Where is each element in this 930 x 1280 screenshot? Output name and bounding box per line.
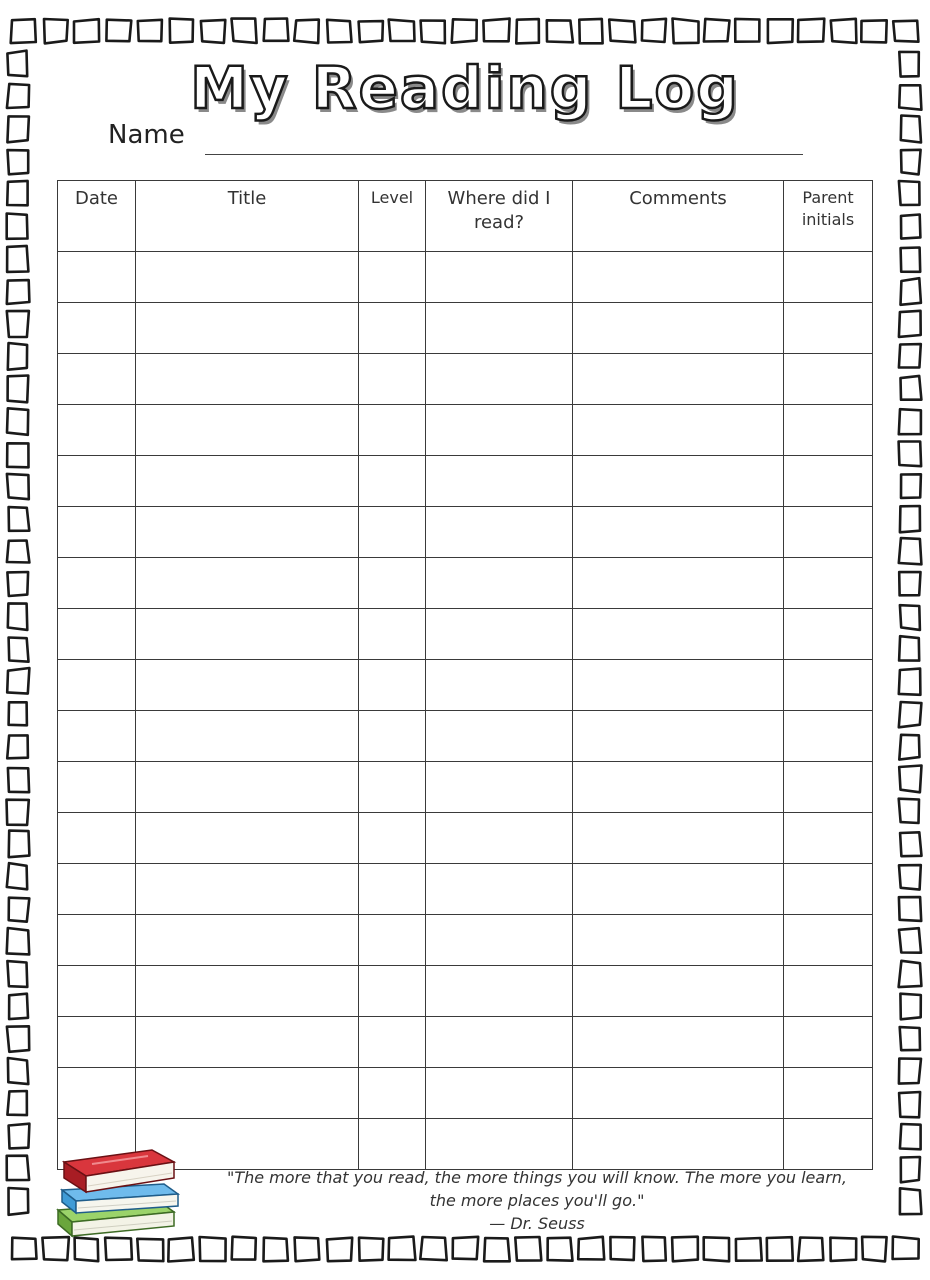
border-box bbox=[9, 702, 27, 725]
where-read-cell[interactable] bbox=[426, 966, 573, 1017]
border-box bbox=[901, 150, 921, 175]
level-cell[interactable] bbox=[359, 1119, 426, 1170]
table-row bbox=[58, 405, 873, 456]
border-box bbox=[7, 474, 29, 499]
title-cell[interactable] bbox=[136, 354, 359, 405]
date-cell[interactable] bbox=[58, 762, 136, 813]
title-cell[interactable] bbox=[136, 864, 359, 915]
border-box bbox=[830, 1238, 856, 1261]
comments-cell[interactable] bbox=[573, 1017, 784, 1068]
title-cell[interactable] bbox=[136, 1017, 359, 1068]
border-box bbox=[899, 865, 921, 890]
border-box bbox=[893, 1237, 919, 1260]
where-read-cell[interactable] bbox=[426, 303, 573, 354]
border-box bbox=[767, 1237, 793, 1261]
parent-initials-cell[interactable] bbox=[784, 303, 873, 354]
level-cell[interactable] bbox=[359, 558, 426, 609]
table-row bbox=[58, 762, 873, 813]
border-box bbox=[7, 311, 29, 337]
title-cell[interactable] bbox=[136, 456, 359, 507]
border-box bbox=[264, 1238, 288, 1262]
title-cell[interactable] bbox=[136, 507, 359, 558]
level-cell[interactable] bbox=[359, 405, 426, 456]
border-box bbox=[74, 19, 99, 43]
parent-initials-cell[interactable] bbox=[784, 1068, 873, 1119]
parent-initials-cell[interactable] bbox=[784, 864, 873, 915]
border-box bbox=[8, 343, 27, 370]
comments-cell[interactable] bbox=[573, 660, 784, 711]
border-box bbox=[389, 20, 415, 41]
border-box bbox=[200, 1237, 226, 1261]
border-box bbox=[673, 19, 699, 44]
level-cell[interactable] bbox=[359, 864, 426, 915]
title-cell[interactable] bbox=[136, 660, 359, 711]
border-box bbox=[901, 215, 920, 239]
border-box bbox=[579, 19, 602, 43]
border-box bbox=[8, 768, 29, 792]
border-box bbox=[900, 994, 920, 1020]
border-box bbox=[8, 603, 28, 630]
border-box bbox=[264, 19, 289, 41]
where-read-cell[interactable] bbox=[426, 609, 573, 660]
border-box bbox=[899, 928, 921, 953]
where-read-cell[interactable] bbox=[426, 252, 573, 303]
level-cell[interactable] bbox=[359, 762, 426, 813]
title-cell[interactable] bbox=[136, 303, 359, 354]
parent-initials-cell[interactable] bbox=[784, 405, 873, 456]
where-read-cell[interactable] bbox=[426, 558, 573, 609]
title-cell[interactable] bbox=[136, 915, 359, 966]
date-cell[interactable] bbox=[58, 864, 136, 915]
parent-initials-cell[interactable] bbox=[784, 660, 873, 711]
border-box bbox=[642, 1237, 665, 1261]
border-box bbox=[900, 605, 920, 630]
where-read-cell[interactable] bbox=[426, 354, 573, 405]
border-box bbox=[295, 1237, 320, 1261]
border-box bbox=[7, 214, 28, 239]
level-cell[interactable] bbox=[359, 660, 426, 711]
date-cell[interactable] bbox=[58, 405, 136, 456]
border-box bbox=[7, 408, 28, 435]
border-box bbox=[899, 409, 921, 434]
border-box bbox=[9, 507, 30, 531]
date-cell[interactable] bbox=[58, 609, 136, 660]
level-cell[interactable] bbox=[359, 1068, 426, 1119]
title-cell[interactable] bbox=[136, 609, 359, 660]
border-box bbox=[359, 1238, 383, 1261]
table-row bbox=[58, 252, 873, 303]
border-box bbox=[9, 831, 30, 858]
border-box bbox=[831, 19, 857, 43]
where-read-cell[interactable] bbox=[426, 762, 573, 813]
border-box bbox=[901, 376, 922, 400]
level-cell[interactable] bbox=[359, 303, 426, 354]
border-box bbox=[9, 638, 29, 662]
level-cell[interactable] bbox=[359, 456, 426, 507]
border-box bbox=[420, 1237, 446, 1260]
parent-initials-cell[interactable] bbox=[784, 966, 873, 1017]
dr-seuss-quote bbox=[192, 1166, 882, 1235]
border-box bbox=[232, 1237, 256, 1260]
border-box bbox=[798, 1238, 823, 1261]
parent-initials-cell[interactable] bbox=[784, 762, 873, 813]
title-cell[interactable] bbox=[136, 1068, 359, 1119]
where-read-cell[interactable] bbox=[426, 1068, 573, 1119]
name-field[interactable] bbox=[205, 154, 803, 155]
border-box bbox=[516, 19, 539, 43]
border-box bbox=[106, 20, 131, 42]
border-box bbox=[7, 541, 30, 563]
comments-cell[interactable] bbox=[573, 1119, 784, 1170]
date-cell[interactable] bbox=[58, 354, 136, 405]
border-box bbox=[900, 1188, 922, 1214]
where-read-cell[interactable] bbox=[426, 1017, 573, 1068]
border-box bbox=[768, 19, 793, 43]
header-comments: Comments bbox=[573, 181, 784, 252]
where-read-cell[interactable] bbox=[426, 711, 573, 762]
level-cell[interactable] bbox=[359, 813, 426, 864]
parent-initials-cell[interactable] bbox=[784, 354, 873, 405]
where-read-cell[interactable] bbox=[426, 1119, 573, 1170]
border-box bbox=[8, 150, 29, 174]
border-box bbox=[7, 800, 29, 825]
comments-cell[interactable] bbox=[573, 915, 784, 966]
level-cell[interactable] bbox=[359, 1017, 426, 1068]
parent-initials-cell[interactable] bbox=[784, 813, 873, 864]
header-where-did-i-read: Where did I read? bbox=[426, 181, 573, 252]
border-box bbox=[547, 20, 573, 42]
comments-cell[interactable] bbox=[573, 813, 784, 864]
parent-initials-cell[interactable] bbox=[784, 1119, 873, 1170]
border-box bbox=[610, 1237, 634, 1260]
name-label: Name bbox=[108, 120, 185, 150]
border-box bbox=[862, 1237, 887, 1262]
border-box bbox=[44, 19, 68, 43]
border-box bbox=[7, 280, 30, 304]
border-box bbox=[736, 1238, 762, 1261]
border-box bbox=[7, 961, 27, 987]
level-cell[interactable] bbox=[359, 915, 426, 966]
level-cell[interactable] bbox=[359, 252, 426, 303]
date-cell[interactable] bbox=[58, 1017, 136, 1068]
comments-cell[interactable] bbox=[573, 864, 784, 915]
border-box bbox=[7, 181, 27, 205]
border-box bbox=[327, 1238, 352, 1262]
where-read-cell[interactable] bbox=[426, 405, 573, 456]
where-read-cell[interactable] bbox=[426, 507, 573, 558]
header-title: Title bbox=[136, 181, 359, 252]
comments-cell[interactable] bbox=[573, 558, 784, 609]
table-row bbox=[58, 966, 873, 1017]
date-cell[interactable] bbox=[58, 1068, 136, 1119]
border-box bbox=[7, 735, 28, 758]
border-box bbox=[672, 1237, 698, 1262]
border-box bbox=[12, 1238, 37, 1260]
border-box bbox=[899, 1092, 920, 1117]
border-box bbox=[861, 20, 886, 42]
border-box bbox=[9, 1124, 30, 1149]
comments-cell[interactable] bbox=[573, 456, 784, 507]
border-box bbox=[7, 863, 27, 889]
border-box bbox=[8, 376, 29, 403]
border-box bbox=[704, 1237, 729, 1261]
border-box bbox=[7, 1156, 29, 1180]
border-box bbox=[609, 20, 635, 43]
title-cell[interactable] bbox=[136, 558, 359, 609]
border-box bbox=[201, 20, 225, 43]
table-row bbox=[58, 1017, 873, 1068]
level-cell[interactable] bbox=[359, 609, 426, 660]
where-read-cell[interactable] bbox=[426, 660, 573, 711]
border-box bbox=[899, 735, 919, 760]
border-box bbox=[899, 636, 919, 660]
where-read-cell[interactable] bbox=[426, 456, 573, 507]
table-row bbox=[58, 711, 873, 762]
border-box bbox=[515, 1237, 541, 1261]
border-box bbox=[9, 1188, 29, 1215]
parent-initials-cell[interactable] bbox=[784, 1017, 873, 1068]
border-box bbox=[900, 506, 920, 532]
border-box bbox=[899, 538, 922, 564]
where-read-cell[interactable] bbox=[426, 864, 573, 915]
level-cell[interactable] bbox=[359, 507, 426, 558]
parent-initials-cell[interactable] bbox=[784, 915, 873, 966]
date-cell[interactable] bbox=[58, 252, 136, 303]
header-date: Date bbox=[58, 181, 136, 252]
table-header-row bbox=[58, 181, 873, 252]
border-box bbox=[7, 668, 29, 694]
header-parent-initials: Parent initials bbox=[784, 181, 873, 252]
title-cell[interactable] bbox=[136, 405, 359, 456]
comments-cell[interactable] bbox=[573, 762, 784, 813]
date-cell[interactable] bbox=[58, 456, 136, 507]
reading-log-table bbox=[57, 180, 873, 1170]
comments-cell[interactable] bbox=[573, 252, 784, 303]
border-box bbox=[138, 20, 162, 41]
comments-cell[interactable] bbox=[573, 354, 784, 405]
quote-line-2: the more places you'll go." bbox=[429, 1191, 645, 1210]
quote-line-1: "The more that you read, the more things you will know. The more you learn, bbox=[226, 1168, 848, 1187]
level-cell[interactable] bbox=[359, 354, 426, 405]
title-cell[interactable] bbox=[136, 813, 359, 864]
border-box bbox=[900, 1124, 921, 1149]
table-row bbox=[58, 558, 873, 609]
table-row bbox=[58, 303, 873, 354]
border-box bbox=[798, 19, 824, 42]
border-box bbox=[9, 898, 30, 922]
border-box bbox=[484, 1238, 510, 1261]
comments-cell[interactable] bbox=[573, 303, 784, 354]
border-box bbox=[899, 311, 921, 337]
border-box bbox=[899, 669, 921, 695]
border-box bbox=[11, 19, 36, 43]
border-box bbox=[421, 21, 445, 44]
border-box bbox=[901, 1157, 920, 1182]
border-box bbox=[232, 19, 257, 43]
border-box bbox=[899, 344, 921, 367]
date-cell[interactable] bbox=[58, 915, 136, 966]
border-box bbox=[294, 20, 319, 43]
comments-cell[interactable] bbox=[573, 609, 784, 660]
parent-initials-cell[interactable] bbox=[784, 558, 873, 609]
table-row bbox=[58, 456, 873, 507]
border-box bbox=[7, 443, 28, 467]
level-cell[interactable] bbox=[359, 711, 426, 762]
table-row bbox=[58, 354, 873, 405]
border-box bbox=[899, 799, 919, 823]
table-row bbox=[58, 915, 873, 966]
border-box bbox=[7, 928, 30, 954]
date-cell[interactable] bbox=[58, 660, 136, 711]
parent-initials-cell[interactable] bbox=[784, 252, 873, 303]
comments-cell[interactable] bbox=[573, 711, 784, 762]
border-box bbox=[900, 1027, 920, 1050]
date-cell[interactable] bbox=[58, 711, 136, 762]
border-box bbox=[899, 1059, 921, 1084]
where-read-cell[interactable] bbox=[426, 915, 573, 966]
quote-attribution: — Dr. Seuss bbox=[489, 1214, 585, 1233]
border-box bbox=[7, 1091, 27, 1115]
border-box bbox=[899, 961, 922, 987]
border-box bbox=[7, 572, 28, 596]
where-read-cell[interactable] bbox=[426, 813, 573, 864]
border-box bbox=[359, 21, 383, 42]
border-box bbox=[7, 1026, 29, 1052]
border-box bbox=[9, 994, 28, 1019]
border-box bbox=[900, 832, 921, 856]
table-row bbox=[58, 660, 873, 711]
border-box bbox=[578, 1237, 604, 1260]
border-box bbox=[899, 702, 922, 727]
border-box bbox=[389, 1237, 416, 1260]
border-box bbox=[8, 1058, 28, 1084]
border-box bbox=[899, 442, 922, 467]
border-box bbox=[899, 572, 920, 595]
comments-cell[interactable] bbox=[573, 405, 784, 456]
border-box bbox=[735, 19, 759, 42]
border-box bbox=[453, 1237, 479, 1259]
header-level: Level bbox=[359, 181, 426, 252]
table-row bbox=[58, 864, 873, 915]
date-cell[interactable] bbox=[58, 558, 136, 609]
border-box bbox=[327, 20, 351, 43]
border-box bbox=[893, 21, 918, 42]
date-cell[interactable] bbox=[58, 507, 136, 558]
border-box bbox=[899, 897, 921, 921]
border-box bbox=[899, 766, 921, 793]
table-row bbox=[58, 609, 873, 660]
border-box bbox=[901, 474, 921, 498]
border-box bbox=[452, 19, 477, 42]
comments-cell[interactable] bbox=[573, 507, 784, 558]
border-box bbox=[483, 19, 509, 42]
date-cell[interactable] bbox=[58, 966, 136, 1017]
parent-initials-cell[interactable] bbox=[784, 456, 873, 507]
page-title: My Reading Log bbox=[190, 54, 740, 122]
parent-initials-cell[interactable] bbox=[784, 711, 873, 762]
border-box bbox=[170, 19, 193, 43]
table-row bbox=[58, 507, 873, 558]
table-row bbox=[58, 1068, 873, 1119]
title-cell[interactable] bbox=[136, 966, 359, 1017]
table-row bbox=[58, 813, 873, 864]
level-cell[interactable] bbox=[359, 966, 426, 1017]
border-box bbox=[642, 19, 666, 42]
comments-cell[interactable] bbox=[573, 966, 784, 1017]
border-box bbox=[548, 1238, 573, 1261]
border-box bbox=[899, 181, 920, 205]
border-box bbox=[901, 278, 921, 305]
stack-of-books-icon bbox=[52, 1140, 182, 1250]
date-cell[interactable] bbox=[58, 813, 136, 864]
border-box bbox=[704, 19, 730, 42]
comments-cell[interactable] bbox=[573, 1068, 784, 1119]
title-cell[interactable] bbox=[136, 762, 359, 813]
parent-initials-cell[interactable] bbox=[784, 609, 873, 660]
parent-initials-cell[interactable] bbox=[784, 507, 873, 558]
title-cell[interactable] bbox=[136, 711, 359, 762]
border-box bbox=[901, 248, 921, 272]
date-cell[interactable] bbox=[58, 303, 136, 354]
border-box bbox=[7, 246, 28, 272]
title-cell[interactable] bbox=[136, 252, 359, 303]
